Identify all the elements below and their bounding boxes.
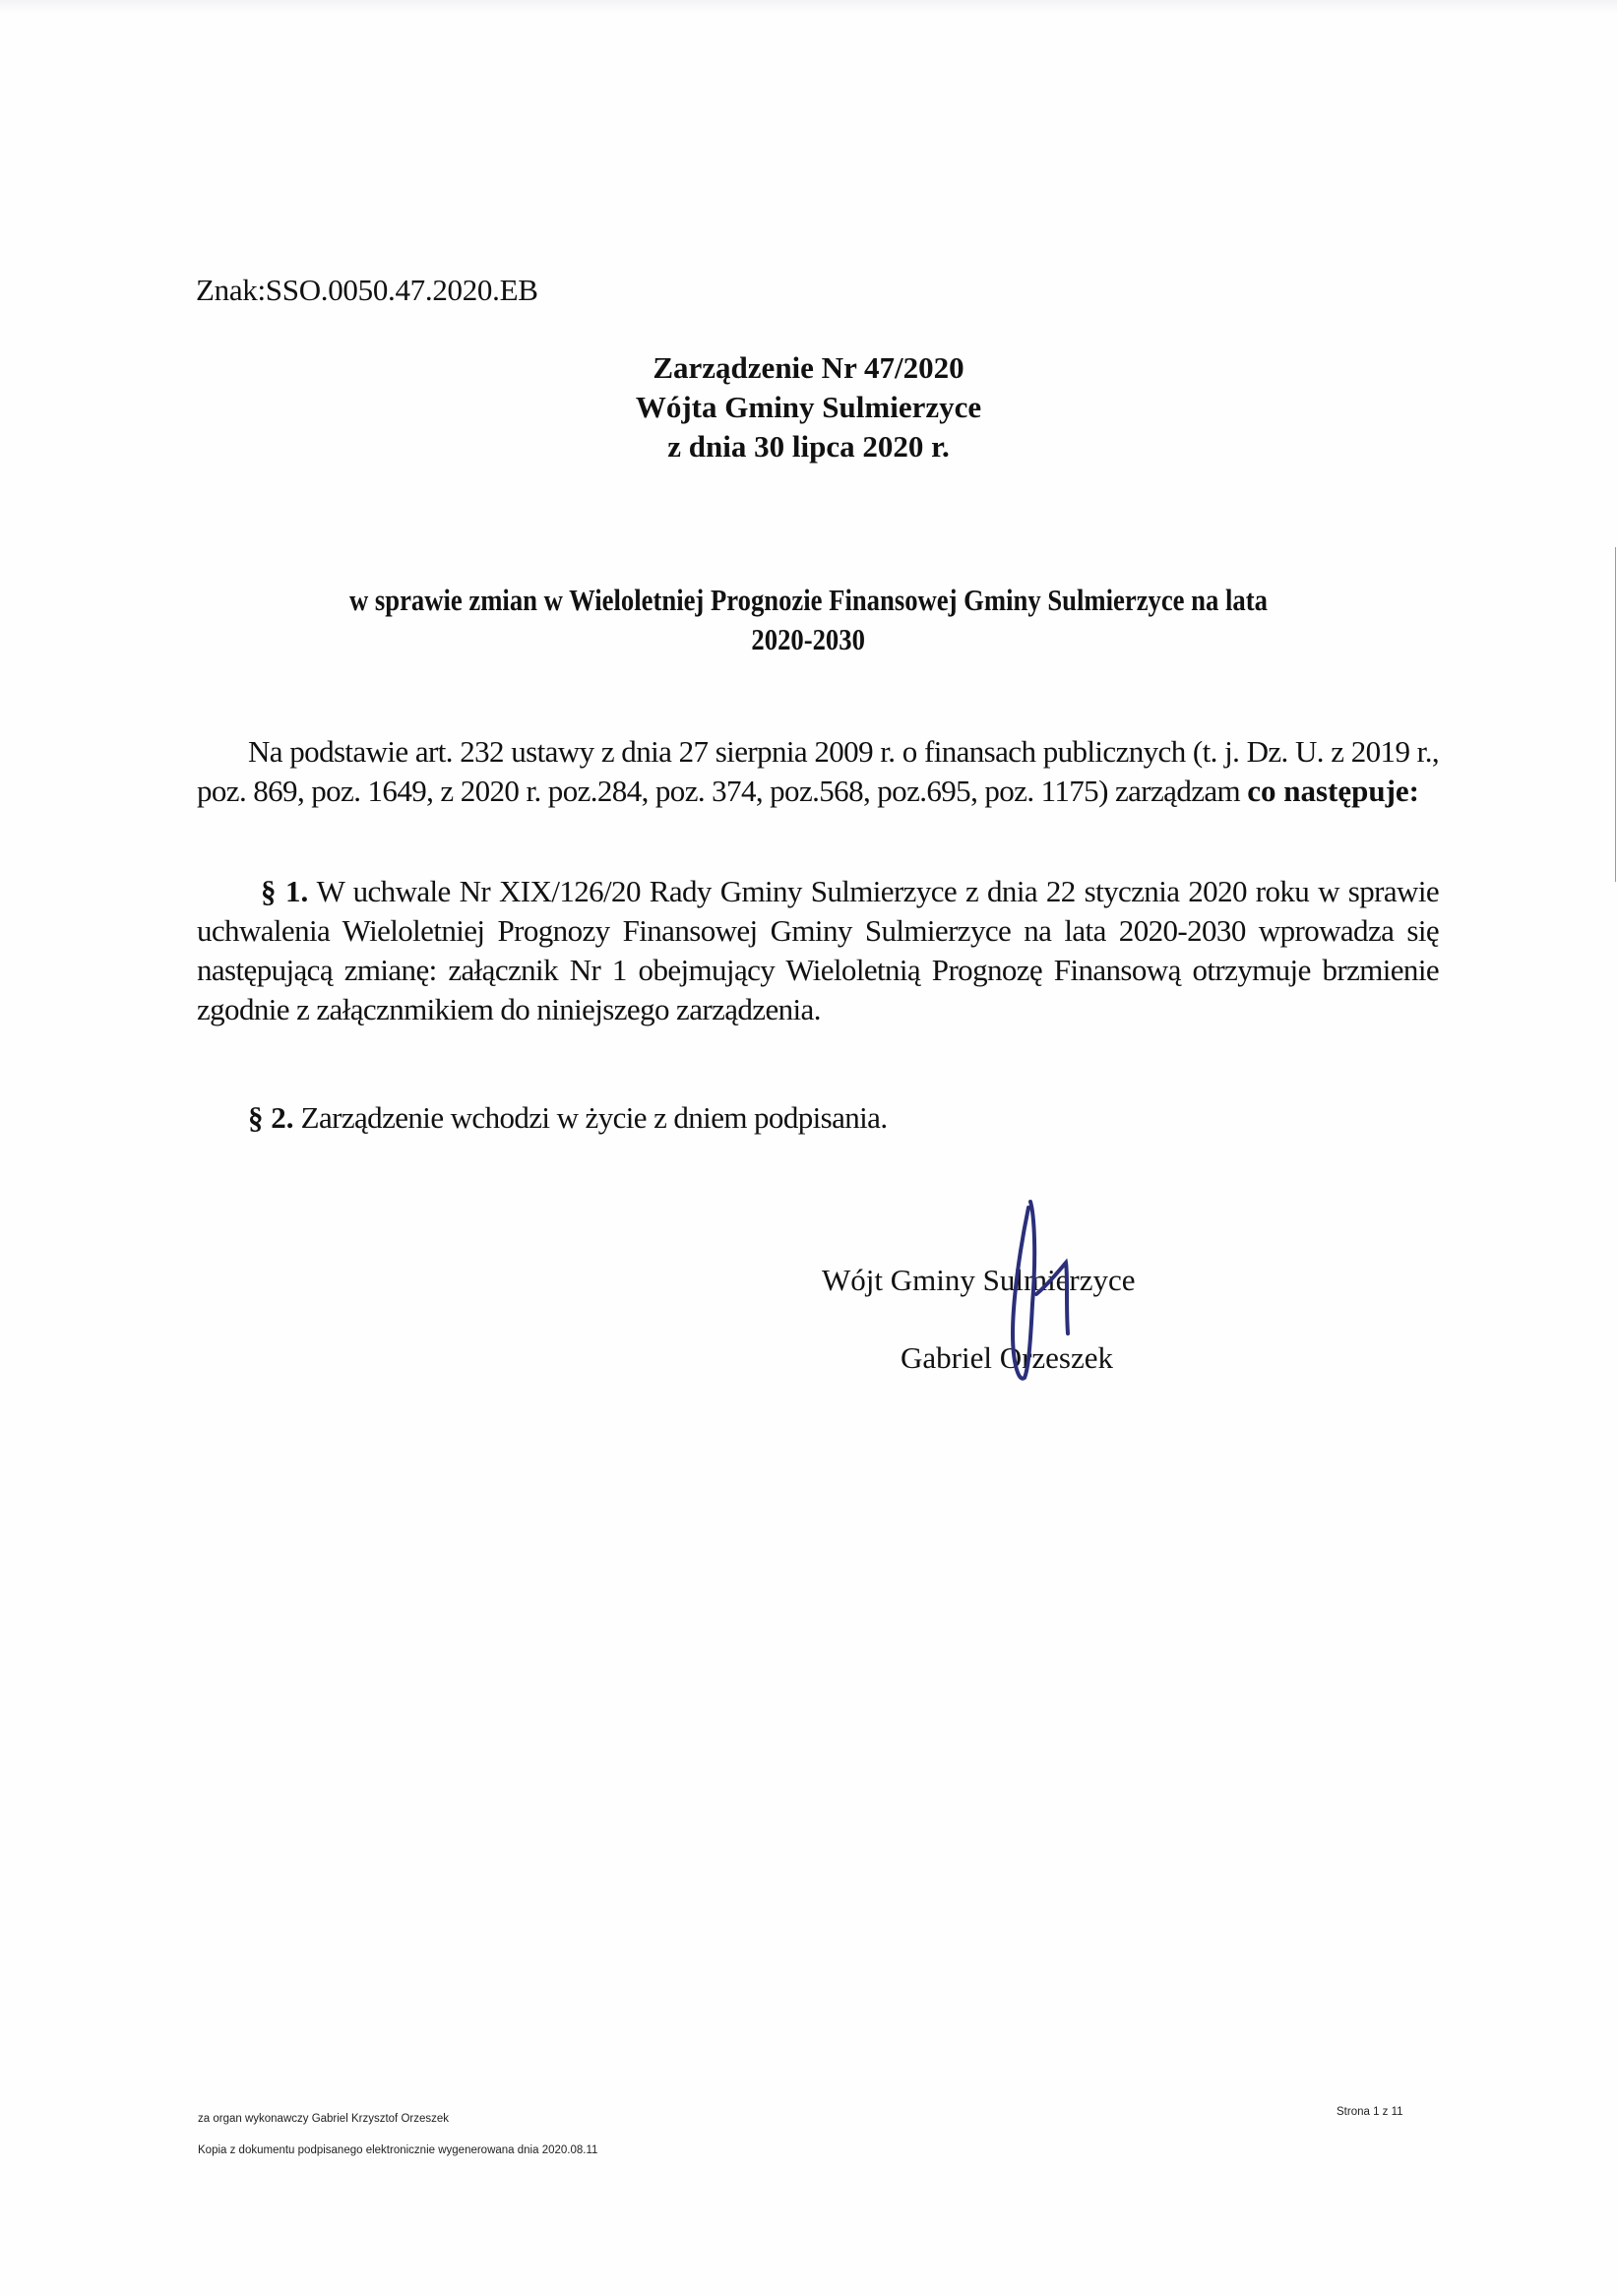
handwritten-signature: [989, 1196, 1097, 1388]
title-line: Wójta Gminy Sulmierzyce: [635, 390, 982, 424]
section-label: § 2.: [248, 1100, 294, 1135]
signature-stroke: [1036, 1263, 1068, 1334]
signer-name: Gabriel Orzeszek: [901, 1340, 1114, 1375]
preamble-bold-ending: co następuje:: [1247, 774, 1419, 808]
subject-line: 2020-2030: [751, 622, 866, 656]
section-label: § 1.: [261, 874, 309, 908]
preamble-text: Na podstawie art. 232 ustawy z dnia 27 sierpnia 2009 r. o finansach publicznych (t. j. Dz. U. z 2019 r., poz. 869, poz. 1649, z 2020 r. poz.284, poz. 374, poz.568, poz.695, poz. 1175) zarządzam: [197, 734, 1439, 808]
section-text: W uchwale Nr XIX/126/20 Rady Gminy Sulmierzyce z dnia 22 stycznia 2020 roku w sprawie uchwalenia Wieloletniej Prognozy Finansowej Gminy Sulmierzyce na lata 2020-2030 wprowadza się następującą zmianę: załącznik Nr 1 obejmujący Wieloletnią Prognozę Finansową otrzymuje brzmienie zgodnie z załącznmikiem do niniejszego zarządzenia.: [197, 874, 1440, 1026]
section-text: Zarządzenie wchodzi w życie z dniem podpisania.: [293, 1100, 888, 1135]
footer-signed-by: za organ wykonawczy Gabriel Krzysztof Orzeszek: [198, 2113, 450, 2125]
scan-artifact-top: [0, 0, 1617, 14]
page-indicator: Strona 1 z 11: [1337, 2106, 1403, 2118]
document-subject: [0, 581, 1617, 659]
section-1-paragraph: [197, 872, 1439, 1029]
preamble-paragraph: [197, 732, 1439, 811]
subject-line: w sprawie zmian w Wieloletniej Prognozie Finansowej Gminy Sulmierzyce na lata: [348, 583, 1269, 617]
title-line: Zarządzenie Nr 47/2020: [653, 350, 964, 385]
section-2-paragraph: [197, 1098, 1439, 1138]
document-reference: Znak:SSO.0050.47.2020.EB: [196, 273, 538, 307]
signer-title: Wójt Gminy Sulmierzyce: [822, 1263, 1136, 1297]
title-line: z dnia 30 lipca 2020 r.: [667, 429, 950, 464]
document-title: [0, 348, 1617, 466]
signature-stroke: [1013, 1202, 1034, 1379]
footer-copy-note: Kopia z dokumentu podpisanego elektronicznie wygenerowana dnia 2020.08.11: [198, 2144, 598, 2156]
